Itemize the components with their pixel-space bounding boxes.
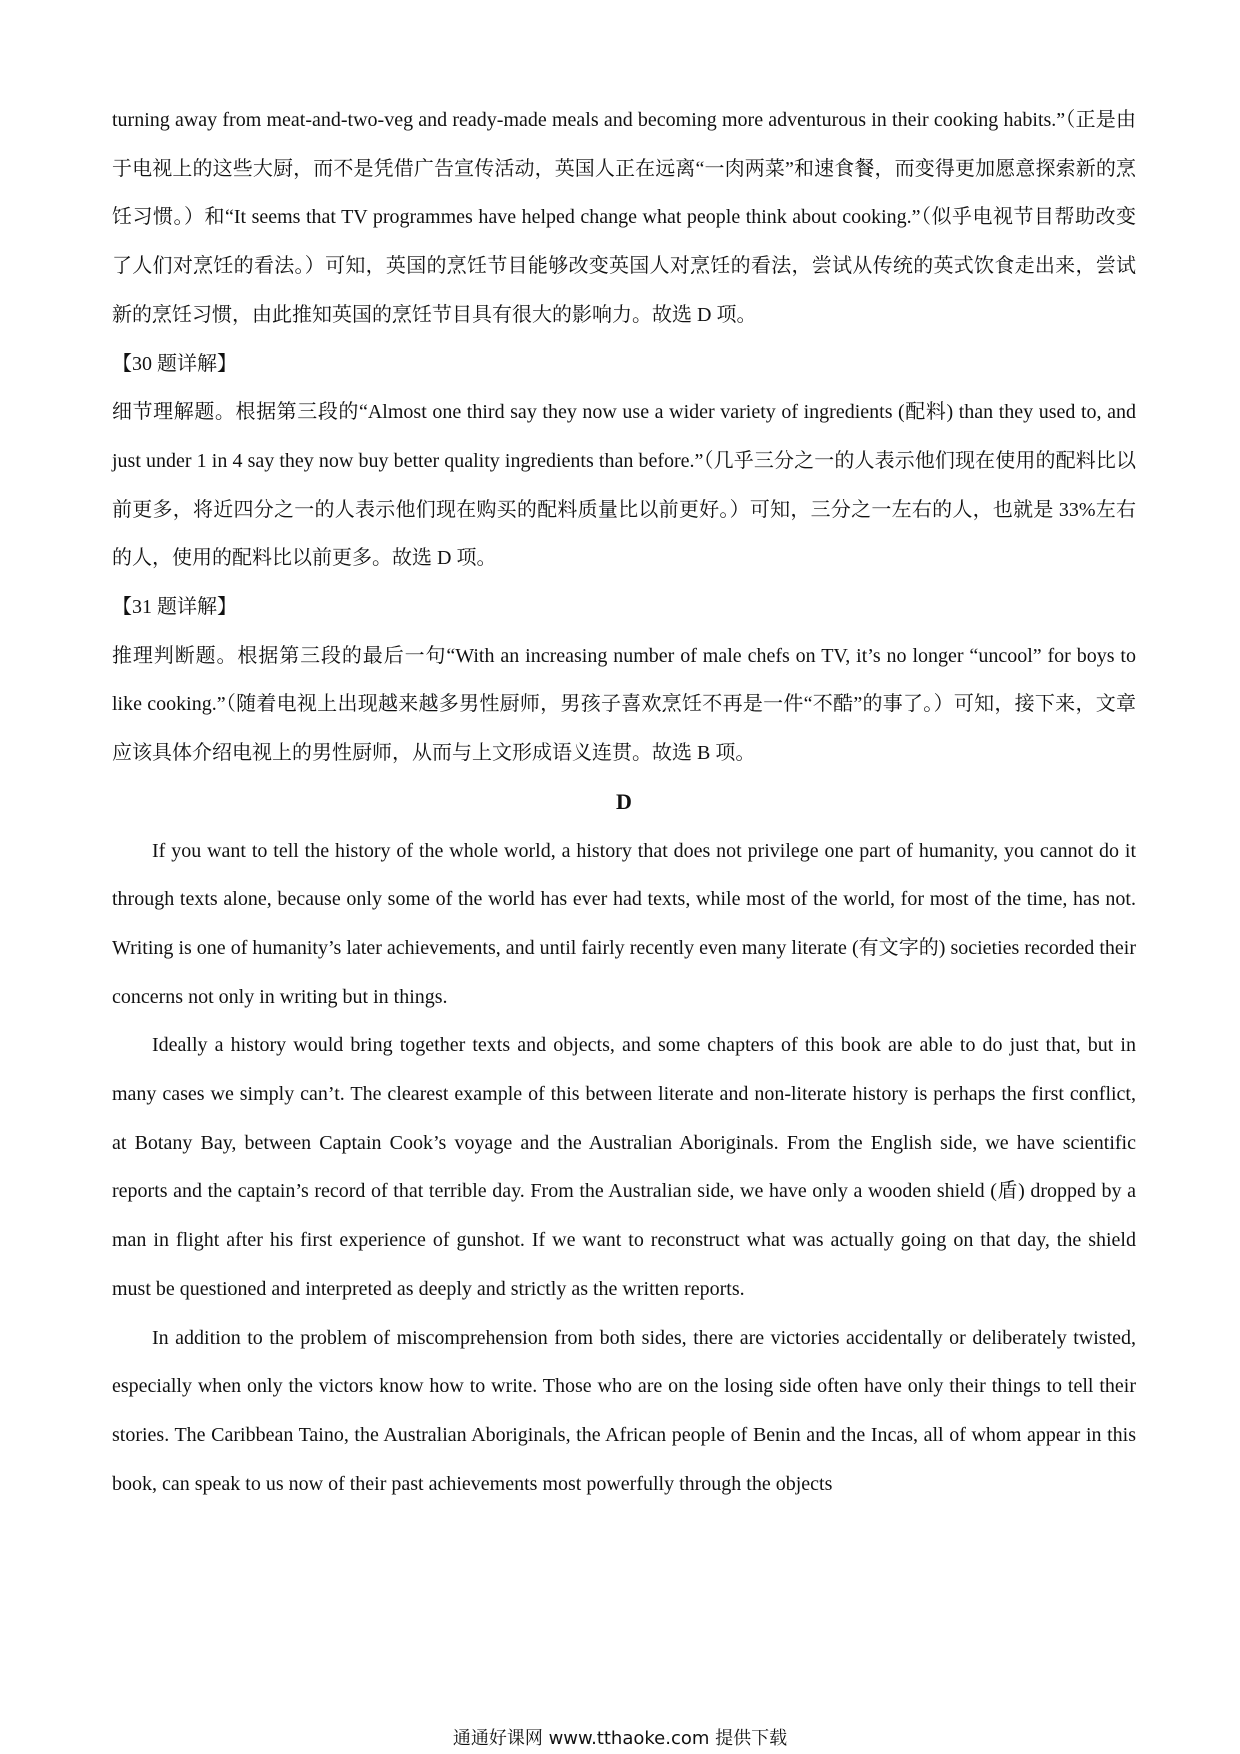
passage-d-paragraph-3: In addition to the problem of miscomprehension from both sides, there are victories accidentally or deliberately twisted, especially when only the victors know how to write. Those who are on the losing side often have only their things to tell their stories. The Caribbean Taino, the Australian Aboriginals, the African people of Benin and the Incas, all of whom appear in this book, can speak to us now of their past achievements most powerfully through the objects	[112, 1326, 1136, 1495]
document-page	[112, 96, 1136, 1508]
page-footer-watermark: 通通好课网 www.tthaoke.com 提供下载	[452, 1728, 788, 1749]
passage-d-paragraph-1: If you want to tell the history of the whole world, a history that does not privilege one part of humanity, you cannot do it through texts alone, because only some of the world has ever had texts, while most of the world, for most of the time, has not. Writing is one of humanity’s later achievements, and until fairly recently even many literate (有文字的) societies recorded their concerns not only in writing but in things.	[112, 839, 1136, 1008]
q29-explanation-tail: turning away from meat-and-two-veg and ready-made meals and becoming more adventurous in their cooking habits.”（正是由于电视上的这些大厨，而不是凭借广告宣传活动，英国人正在远离“一肉两菜”和速食餐，而变得更加愿意探索新的烹饪习惯。）和“It seems that TV programmes have helped change what people think about cooking.”（似乎电视节目帮助改变了人们对烹饪的看法。）可知，英国的烹饪节目能够改变英国人对烹饪的看法，尝试从传统的英式饮食走出来，尝试新的烹饪习惯，由此推知英国的烹饪节目具有很大的影响力。故选 D 项。	[112, 109, 1136, 326]
q30-heading: 【30 题详解】	[112, 352, 237, 375]
passage-d-paragraph-2: Ideally a history would bring together texts and objects, and some chapters of this book are able to do just that, but in many cases we simply can’t. The clearest example of this between literate and non-literate history is perhaps the first conflict, at Botany Bay, between Captain Cook’s voyage and the Australian Aboriginals. From the English side, we have scientific reports and the captain’s record of that terrible day. From the Australian side, we have only a wooden shield (盾) dropped by a man in flight after his first experience of gunshot. If we want to reconstruct what was actually going on that day, the shield must be questioned and interpreted as deeply and strictly as the written reports.	[112, 1034, 1136, 1300]
q31-heading: 【31 题详解】	[112, 596, 237, 619]
q30-explanation: 细节理解题。根据第三段的“Almost one third say they now use a wider variety of ingredients (配料) than they used to, and just under 1 in 4 say they now buy better quality ingredients than before.”（几乎三分之一的人表示他们现在使用的配料比以前更多，将近四分之一的人表示他们现在购买的配料质量比以前更好。）可知，三分之一左右的人，也就是 33%左右的人，使用的配料比以前更多。故选 D 项。	[112, 401, 1136, 570]
passage-d-title: D	[616, 788, 632, 814]
q31-explanation: 推理判断题。根据第三段的最后一句“With an increasing number of male chefs on TV, it’s no longer “uncool” for boys to like cooking.”（随着电视上出现越来越多男性厨师，男孩子喜欢烹饪不再是一件“不酷”的事了。）可知，接下来，文章应该具体介绍电视上的男性厨师，从而与上文形成语义连贯。故选 B 项。	[112, 644, 1136, 765]
